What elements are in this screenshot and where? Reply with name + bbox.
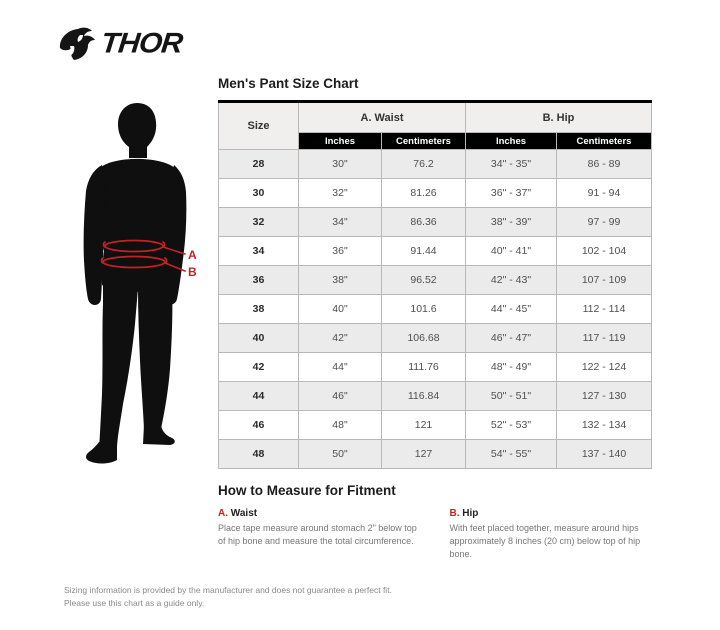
measure-waist-block [218,508,424,561]
value-cell: 102 - 104 [557,237,652,266]
value-cell: 117 - 119 [557,324,652,353]
brand-logo [58,26,182,62]
value-cell: 44" - 45" [466,295,557,324]
disclaimer-line-1: Sizing information is provided by the manufacturer and does not guarantee a perfect fit. [64,585,392,595]
value-cell: 52" - 53" [466,411,557,440]
subheader-waist-inches: Inches [299,133,382,150]
size-cell: 36 [219,266,299,295]
value-cell: 81.26 [382,179,466,208]
value-cell: 50" - 51" [466,382,557,411]
value-cell: 112 - 114 [557,295,652,324]
value-cell: 76.2 [382,150,466,179]
measure-hip-text: With feet placed together, measure around hips approximately 8 inches (20 cm) below top of hip bone. [449,523,641,560]
subheader-waist-centimeters: Centimeters [382,133,466,150]
thor-goat-head-icon [58,26,98,62]
value-cell: 111.76 [382,353,466,382]
measure-waist-text: Place tape measure around stomach 2" below top of hip bone and measure the total circumference. [218,523,417,547]
value-cell: 40" - 41" [466,237,557,266]
value-cell: 48" - 49" [466,353,557,382]
size-table-row [219,150,652,179]
value-cell: 36" - 37" [466,179,557,208]
value-cell: 121 [382,411,466,440]
size-cell: 32 [219,208,299,237]
size-table-row [219,440,652,469]
value-cell: 137 - 140 [557,440,652,469]
size-cell: 48 [219,440,299,469]
figure-label-b: B [188,265,197,279]
size-table-row [219,237,652,266]
male-silhouette-figure [58,88,218,470]
value-cell: 132 - 134 [557,411,652,440]
value-cell: 86 - 89 [557,150,652,179]
value-cell: 96.52 [382,266,466,295]
value-cell: 42" [299,324,382,353]
size-table-row [219,324,652,353]
column-group-hip: B. Hip [466,102,652,133]
value-cell: 91.44 [382,237,466,266]
value-cell: 101.6 [382,295,466,324]
size-table-row [219,266,652,295]
value-cell: 42" - 43" [466,266,557,295]
value-cell: 127 [382,440,466,469]
value-cell: 38" - 39" [466,208,557,237]
value-cell: 50" [299,440,382,469]
measure-hip-prefix: B. [449,508,460,519]
size-cell: 40 [219,324,299,353]
measure-waist-prefix: A. [218,508,228,519]
value-cell: 122 - 124 [557,353,652,382]
column-group-waist: A. Waist [299,102,466,133]
size-table-row [219,208,652,237]
size-cell: 34 [219,237,299,266]
brand-name: THOR [99,27,184,60]
measure-waist-label: Waist [230,508,258,519]
value-cell: 36" [299,237,382,266]
page-title: Men's Pant Size Chart [218,76,359,91]
size-cell: 44 [219,382,299,411]
size-table-body [219,150,652,469]
table-group-header-row [219,102,652,133]
value-cell: 46" [299,382,382,411]
value-cell: 30" [299,150,382,179]
value-cell: 97 - 99 [557,208,652,237]
size-cell: 42 [219,353,299,382]
value-cell: 38" [299,266,382,295]
size-cell: 38 [219,295,299,324]
size-table-row [219,382,652,411]
subheader-hip-centimeters: Centimeters [557,133,652,150]
subheader-hip-inches: Inches [466,133,557,150]
size-table [218,100,652,469]
value-cell: 40" [299,295,382,324]
size-table-row [219,295,652,324]
value-cell: 106.68 [382,324,466,353]
value-cell: 91 - 94 [557,179,652,208]
value-cell: 46" - 47" [466,324,557,353]
value-cell: 44" [299,353,382,382]
value-cell: 86.36 [382,208,466,237]
disclaimer-footnote [64,584,392,610]
size-table-row [219,179,652,208]
size-cell: 46 [219,411,299,440]
measure-section [218,483,655,561]
size-table-row [219,411,652,440]
value-cell: 34" [299,208,382,237]
value-cell: 32" [299,179,382,208]
measure-title: How to Measure for Fitment [218,483,396,498]
value-cell: 127 - 130 [557,382,652,411]
chart-content [218,76,655,561]
measure-hip-label: Hip [462,508,479,519]
value-cell: 107 - 109 [557,266,652,295]
measure-waist-heading [218,508,424,519]
measure-hip-block [450,508,656,561]
size-cell: 30 [219,179,299,208]
value-cell: 34" - 35" [466,150,557,179]
value-cell: 48" [299,411,382,440]
column-header-size: Size [219,102,299,150]
size-cell: 28 [219,150,299,179]
size-table-row [219,353,652,382]
value-cell: 116.84 [382,382,466,411]
value-cell: 54" - 55" [466,440,557,469]
figure-label-a: A [188,248,197,262]
measure-hip-heading [450,508,656,519]
disclaimer-line-2: Please use this chart as a guide only. [64,598,205,609]
